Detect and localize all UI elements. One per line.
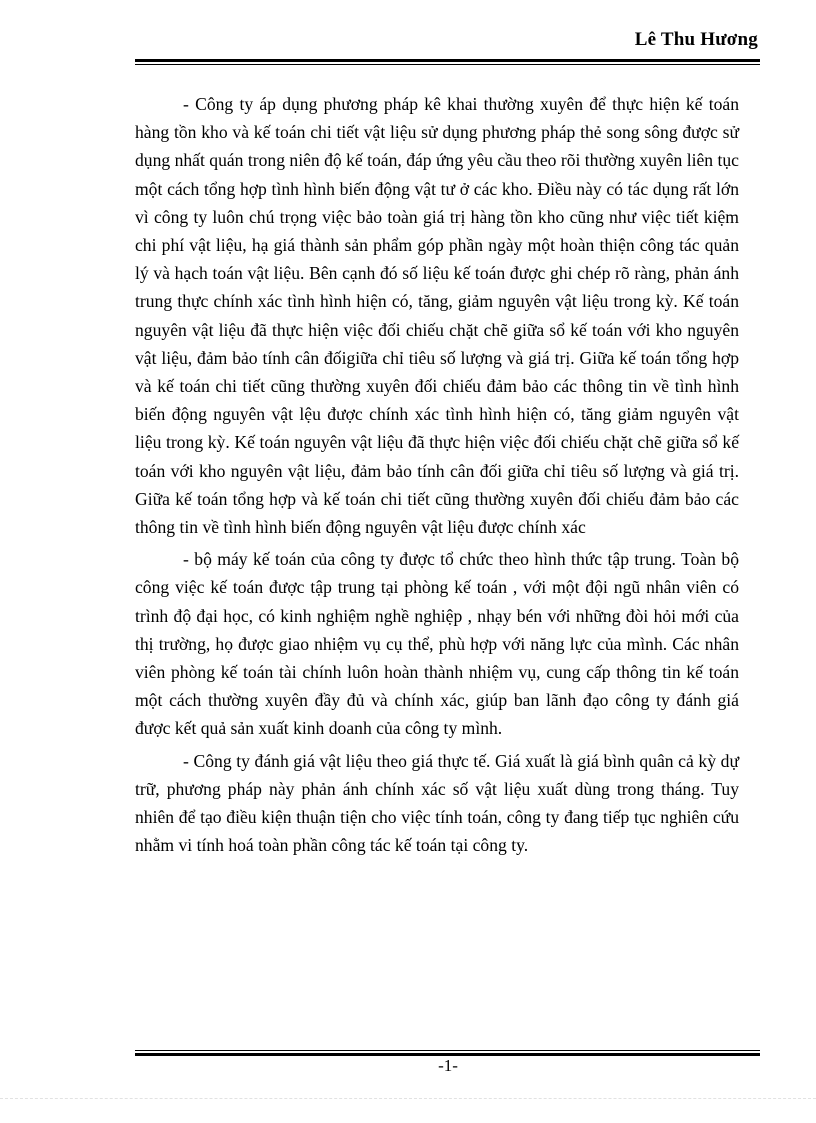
header-author: Lê Thu Hương [634, 29, 758, 50]
paragraph-inventory-accounting: - Công ty áp dụng phương pháp kê khai thường xuyên để thực hiện kế toán hàng tồn kho và kế toán chi tiết vật liệu sử dụng phương pháp thẻ song sông được sử dụng nhất quán trong niên độ kế toán, đáp ứng yêu cầu theo rõi thường xuyên liên tục một cách tổng hợp tình hình biến động vật tư ở các kho. Điều này có tác dụng rất lớn vì công ty luôn chú trọng việc bảo toàn giá trị hàng tồn kho cũng như việc tiết kiệm chi phí vật liệu, hạ giá thành sản phẩm góp phần ngày một hoàn thiện công tác quản lý và hạch toán vật liệu. Bên cạnh đó số liệu kế toán được ghi chép rõ ràng, phản ánh trung thực chính xác tình hình hiện có, tăng, giảm nguyên vật liệu trong kỳ. Kế toán nguyên vật liệu đã thực hiện việc đối chiếu chặt chẽ giữa sổ kế toán với kho nguyên vật liệu, đảm bảo tính cân đốigiữa chỉ tiêu số lượng và giá trị. Giữa kế toán tổng hợp và kế toán chi tiết cũng thường xuyên đối chiếu đảm bảo các thông tin về tình hình biến động nguyên vật lệu được chính xác tình hình hiện có, tăng giảm nguyên vật liệu trong kỳ. Kế toán nguyên vật liệu đã thực hiện việc đối chiếu chặt chẽ giữa sổ kế toán với kho nguyên vật liệu, đảm bảo tính cân đối giữa chỉ tiêu số lượng và giá trị. Giữa kế toán tổng hợp và kế toán chi tiết cũng thường xuyên đối chiếu đảm bảo các thông tin về tình hình biến động nguyên vật liệu được chính xác [135, 94, 739, 538]
paragraph-material-valuation: - Công ty đánh giá vật liệu theo giá thực tế. Giá xuất là giá bình quân cả kỳ dự trữ, phương pháp này phản ánh chính xác số vật liệu xuất dùng trong tháng. Tuy nhiên để tạo điều kiện thuận tiện cho việc tính toán, công ty đang tiếp tục nghiên cứu nhằm vi tính hoá toàn phần công tác kế toán tại công ty. [135, 750, 739, 856]
document-body [135, 90, 739, 859]
page-break-line [0, 1098, 816, 1099]
header-divider [135, 59, 760, 65]
page-number: -1- [438, 1056, 458, 1075]
paragraph-accounting-apparatus: - bộ máy kế toán của công ty được tổ chức theo hình thức tập trung. Toàn bộ công việc kế toán được tập trung tại phòng kế toán , với một đội ngũ nhân viên có trình độ đại học, có kinh nghiệm nghề nghiệp , nhạy bén với những đòi hỏi mới của thị trường, họ được giao nhiệm vụ cụ thể, phù hợp với năng lực của mình. Các nhân viên phòng kế toán tài chính luôn hoàn thành nhiệm vụ, cung cấp thông tin kế toán một cách thường xuyên đầy đủ và chính xác, giúp ban lãnh đạo công ty đánh giá được kết quả sản xuất kinh doanh của công ty mình. [135, 549, 739, 739]
